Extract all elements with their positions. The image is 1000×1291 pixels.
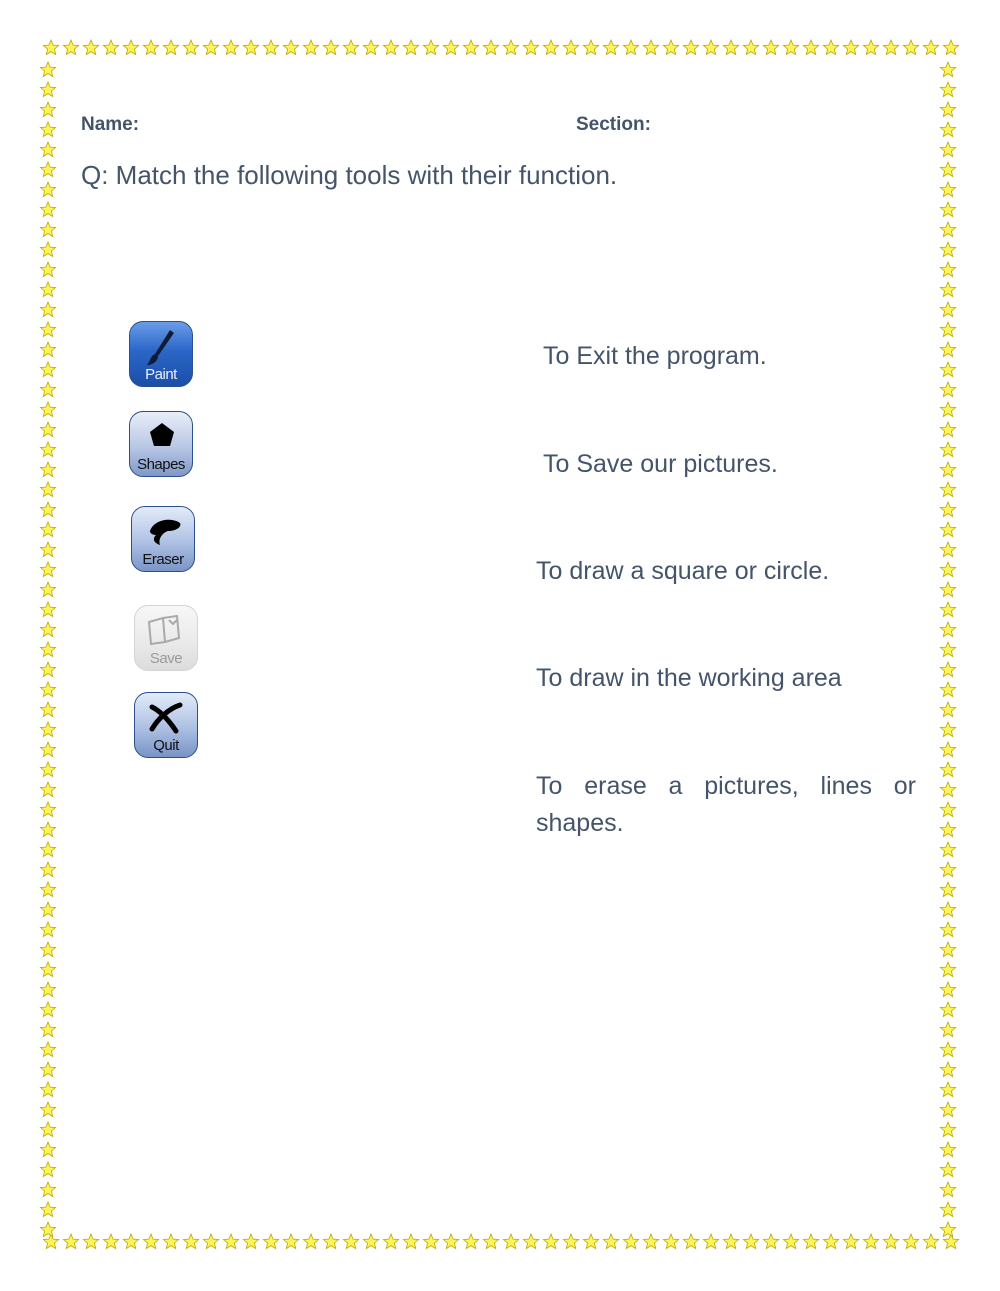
star-icon [940,322,955,337]
star-icon [940,1182,955,1197]
paint-button-image [129,321,193,387]
star-icon [443,1234,458,1249]
star-icon [40,822,55,837]
star-icon [40,442,55,457]
star-icon [343,1234,358,1249]
star-icon [463,40,478,55]
star-icon [40,1042,55,1057]
star-icon [940,1042,955,1057]
star-icon [40,802,55,817]
star-icon [103,1234,118,1249]
star-icon [940,242,955,257]
star-icon [663,1234,678,1249]
star-icon [803,1234,818,1249]
star-icon [283,1234,298,1249]
star-icon [203,1234,218,1249]
star-icon [723,1234,738,1249]
star-icon [40,502,55,517]
star-icon [940,442,955,457]
star-icon [243,40,258,55]
star-icon [40,242,55,257]
star-icon [463,1234,478,1249]
star-border-right [937,40,959,1250]
star-icon [940,282,955,297]
star-icon [40,182,55,197]
name-label: Name: [81,114,140,135]
function-item-4: To draw in the working area [536,664,842,692]
star-icon [40,1182,55,1197]
star-icon [363,1234,378,1249]
star-icon [940,462,955,477]
star-icon [940,842,955,857]
star-icon [603,40,618,55]
star-icon [40,142,55,157]
star-icon [40,102,55,117]
star-icon [223,40,238,55]
star-border-bottom [40,1231,960,1253]
star-icon [940,1142,955,1157]
star-icon [803,40,818,55]
star-icon [940,942,955,957]
star-icon [940,962,955,977]
star-icon [743,40,758,55]
star-icon [783,40,798,55]
star-icon [940,162,955,177]
star-icon [40,682,55,697]
star-icon [40,542,55,557]
star-icon [40,482,55,497]
star-icon [40,902,55,917]
star-icon [143,40,158,55]
star-icon [63,40,78,55]
star-icon [483,1234,498,1249]
star-icon [583,1234,598,1249]
star-icon [523,1234,538,1249]
shapes-label: Shapes [137,456,185,473]
star-icon [40,342,55,357]
star-icon [40,722,55,737]
star-icon [40,162,55,177]
star-icon [303,1234,318,1249]
star-icon [40,222,55,237]
star-icon [903,1234,918,1249]
star-icon [483,40,498,55]
star-icon [940,982,955,997]
tool-eraser [131,506,195,572]
star-icon [283,40,298,55]
book-save-icon [145,612,185,652]
star-icon [940,342,955,357]
star-icon [940,422,955,437]
star-icon [123,1234,138,1249]
star-icon [940,1122,955,1137]
star-icon [40,1062,55,1077]
star-icon [163,40,178,55]
save-label: Save [149,650,183,667]
star-icon [383,40,398,55]
star-icon [843,40,858,55]
star-icon [940,482,955,497]
star-icon [40,282,55,297]
star-icon [343,40,358,55]
star-icon [40,762,55,777]
tool-paint [129,321,193,387]
star-icon [40,522,55,537]
star-icon [940,922,955,937]
star-icon [940,642,955,657]
star-icon [940,702,955,717]
star-icon [40,962,55,977]
star-icon [663,40,678,55]
star-icon [363,40,378,55]
star-icon [403,40,418,55]
quit-x-icon [146,699,186,739]
star-icon [940,782,955,797]
star-icon [40,1202,55,1217]
star-icon [40,1022,55,1037]
tool-save [134,605,198,671]
star-icon [40,1122,55,1137]
star-icon [940,522,955,537]
star-icon [40,302,55,317]
star-icon [40,1162,55,1177]
eraser-button-image [131,506,195,572]
star-icon [763,1234,778,1249]
star-icon [940,222,955,237]
eraser-icon [146,513,186,553]
star-icon [940,1002,955,1017]
star-icon [683,1234,698,1249]
quit-button-image [134,692,198,758]
function-item-2: To Save our pictures. [543,450,778,478]
star-icon [503,1234,518,1249]
star-icon [143,1234,158,1249]
star-icon [623,1234,638,1249]
star-icon [940,402,955,417]
star-icon [423,40,438,55]
star-icon [940,262,955,277]
star-icon [40,1222,55,1237]
star-icon [940,1062,955,1077]
star-icon [40,562,55,577]
star-icon [40,362,55,377]
star-icon [203,40,218,55]
star-icon [583,40,598,55]
star-icon [643,40,658,55]
star-icon [40,322,55,337]
star-icon [940,622,955,637]
star-icon [183,40,198,55]
star-icon [723,40,738,55]
star-icon [443,40,458,55]
star-icon [40,402,55,417]
star-icon [883,1234,898,1249]
star-icon [940,122,955,137]
star-icon [40,922,55,937]
function-item-3: To draw a square or circle. [536,557,830,585]
star-icon [823,1234,838,1249]
star-icon [940,902,955,917]
star-icon [40,422,55,437]
star-icon [940,742,955,757]
star-icon [423,1234,438,1249]
star-icon [40,982,55,997]
star-icon [163,1234,178,1249]
star-icon [383,1234,398,1249]
star-icon [863,40,878,55]
star-icon [40,202,55,217]
star-icon [940,1102,955,1117]
star-icon [940,1082,955,1097]
star-icon [40,1082,55,1097]
paintbrush-icon [144,328,180,368]
star-icon [903,40,918,55]
tool-shapes [129,411,193,477]
star-icon [40,602,55,617]
star-icon [940,582,955,597]
star-icon [940,762,955,777]
star-icon [940,1022,955,1037]
star-icon [743,1234,758,1249]
star-icon [883,40,898,55]
star-icon [940,1222,955,1237]
star-icon [940,722,955,737]
star-icon [823,40,838,55]
star-icon [40,82,55,97]
star-icon [40,642,55,657]
star-icon [643,1234,658,1249]
star-icon [940,542,955,557]
star-icon [940,862,955,877]
star-icon [940,562,955,577]
star-icon [40,1142,55,1157]
star-icon [940,802,955,817]
star-icon [40,1002,55,1017]
star-icon [783,1234,798,1249]
star-icon [940,142,955,157]
star-icon [940,1162,955,1177]
tool-quit [134,692,198,758]
star-icon [940,202,955,217]
star-icon [403,1234,418,1249]
star-icon [940,602,955,617]
star-icon [40,842,55,857]
star-icon [863,1234,878,1249]
star-icon [40,782,55,797]
star-icon [40,662,55,677]
star-icon [563,1234,578,1249]
star-icon [940,102,955,117]
save-button-image [134,605,198,671]
star-icon [623,40,638,55]
star-icon [83,1234,98,1249]
star-icon [683,40,698,55]
star-icon [940,882,955,897]
star-icon [40,462,55,477]
star-icon [263,40,278,55]
eraser-label: Eraser [142,551,184,568]
star-icon [123,40,138,55]
star-icon [940,82,955,97]
star-icon [40,942,55,957]
star-icon [183,1234,198,1249]
quit-label: Quit [153,737,179,754]
star-icon [703,40,718,55]
section-label: Section: [576,114,651,135]
star-icon [940,662,955,677]
star-icon [40,702,55,717]
star-icon [40,1102,55,1117]
star-icon [40,62,55,77]
function-item-5: To erase a pictures, lines or shapes. [536,772,916,837]
star-icon [40,622,55,637]
star-icon [940,382,955,397]
star-icon [40,742,55,757]
pentagon-icon [144,418,180,458]
star-icon [703,1234,718,1249]
star-icon [940,502,955,517]
star-icon [323,40,338,55]
star-icon [40,582,55,597]
star-icon [940,822,955,837]
star-icon [40,882,55,897]
star-icon [523,40,538,55]
question-text: Q: Match the following tools with their function. [81,160,618,190]
star-border-top [40,37,960,59]
star-icon [223,1234,238,1249]
star-icon [543,40,558,55]
star-icon [940,1202,955,1217]
star-icon [103,40,118,55]
star-icon [263,1234,278,1249]
star-icon [303,40,318,55]
star-icon [323,1234,338,1249]
star-icon [940,62,955,77]
star-icon [940,682,955,697]
star-icon [503,40,518,55]
star-icon [763,40,778,55]
shapes-button-image [129,411,193,477]
star-icon [243,1234,258,1249]
star-icon [603,1234,618,1249]
star-icon [40,382,55,397]
star-icon [40,262,55,277]
star-icon [843,1234,858,1249]
star-icon [940,182,955,197]
star-icon [63,1234,78,1249]
star-icon [83,40,98,55]
star-icon [40,122,55,137]
star-icon [940,362,955,377]
star-icon [563,40,578,55]
star-icon [40,862,55,877]
star-border-left [37,40,59,1250]
function-item-1: To Exit the program. [543,342,767,370]
paint-label: Paint [145,366,177,383]
star-icon [940,302,955,317]
star-icon [543,1234,558,1249]
